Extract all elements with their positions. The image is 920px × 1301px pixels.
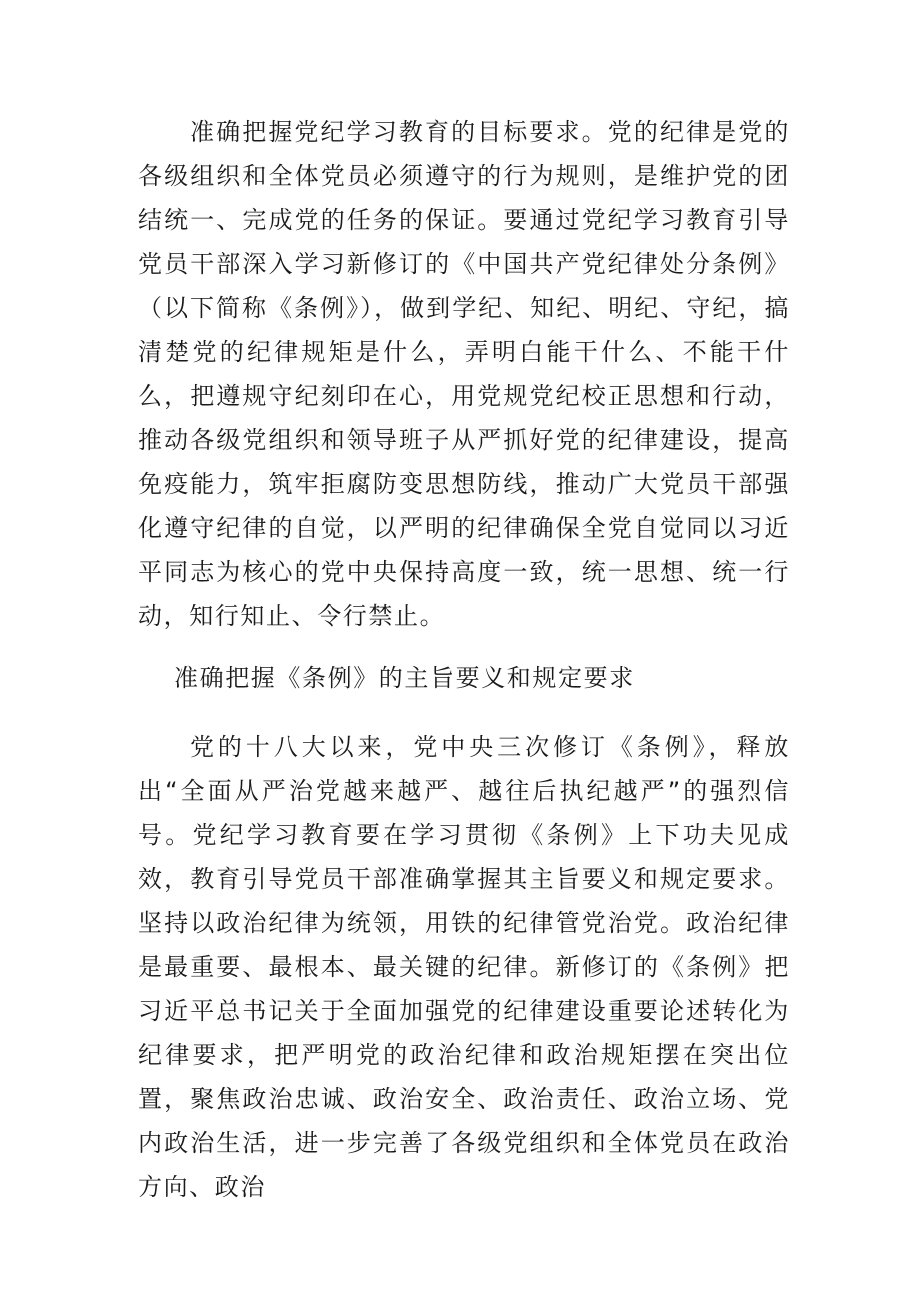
paragraph-regulations-essence: 党的十八大以来，党中央三次修订《条例》，释放出“全面从严治党越来越严、越往后执纪越严”的强烈信号。党纪学习教育要在学习贯彻《条例》上下功夫见成效，教育引导党员干部准确掌握其主旨要义和规定要求。坚持以政治纪律为统领，用铁的纪律管党治党。政治纪律是最重要、最根本、最关键的纪律。新修订的《条例》把习近平总书记关于全面加强党的纪律建设重要论述转化为纪律要求，把严明党的政治纪律和政治规矩摆在突出位置，聚焦政治忠诚、政治安全、政治责任、政治立场、党内政治生活，进一步完善了各级党组织和全体党员在政治方向、政治 <box>138 733 790 1201</box>
paragraph-goal-requirements: 准确把握党纪学习教育的目标要求。党的纪律是党的各级组织和全体党员必须遵守的行为规则，是维护党的团结统一、完成党的任务的保证。要通过党纪学习教育引导党员干部深入学习新修订的《中国共产党纪律处分条例》（以下简称《条例》），做到学纪、知纪、明纪、守纪，搞清楚党的纪律规矩是什么，弄明白能干什么、不能干什么，把遵规守纪刻印在心，用党规党纪校正思想和行动，推动各级党组织和领导班子从严抓好党的纪律建设，提高免疫能力，筑牢拒腐防变思想防线，推动广大党员干部强化遵守纪律的自觉，以严明的纪律确保全党自觉同以习近平同志为核心的党中央保持高度一致，统一思想、统一行动，知行知止、令行禁止。 <box>138 118 790 630</box>
section-heading-regulations: 准确把握《条例》的主旨要义和规定要求 <box>174 664 635 692</box>
